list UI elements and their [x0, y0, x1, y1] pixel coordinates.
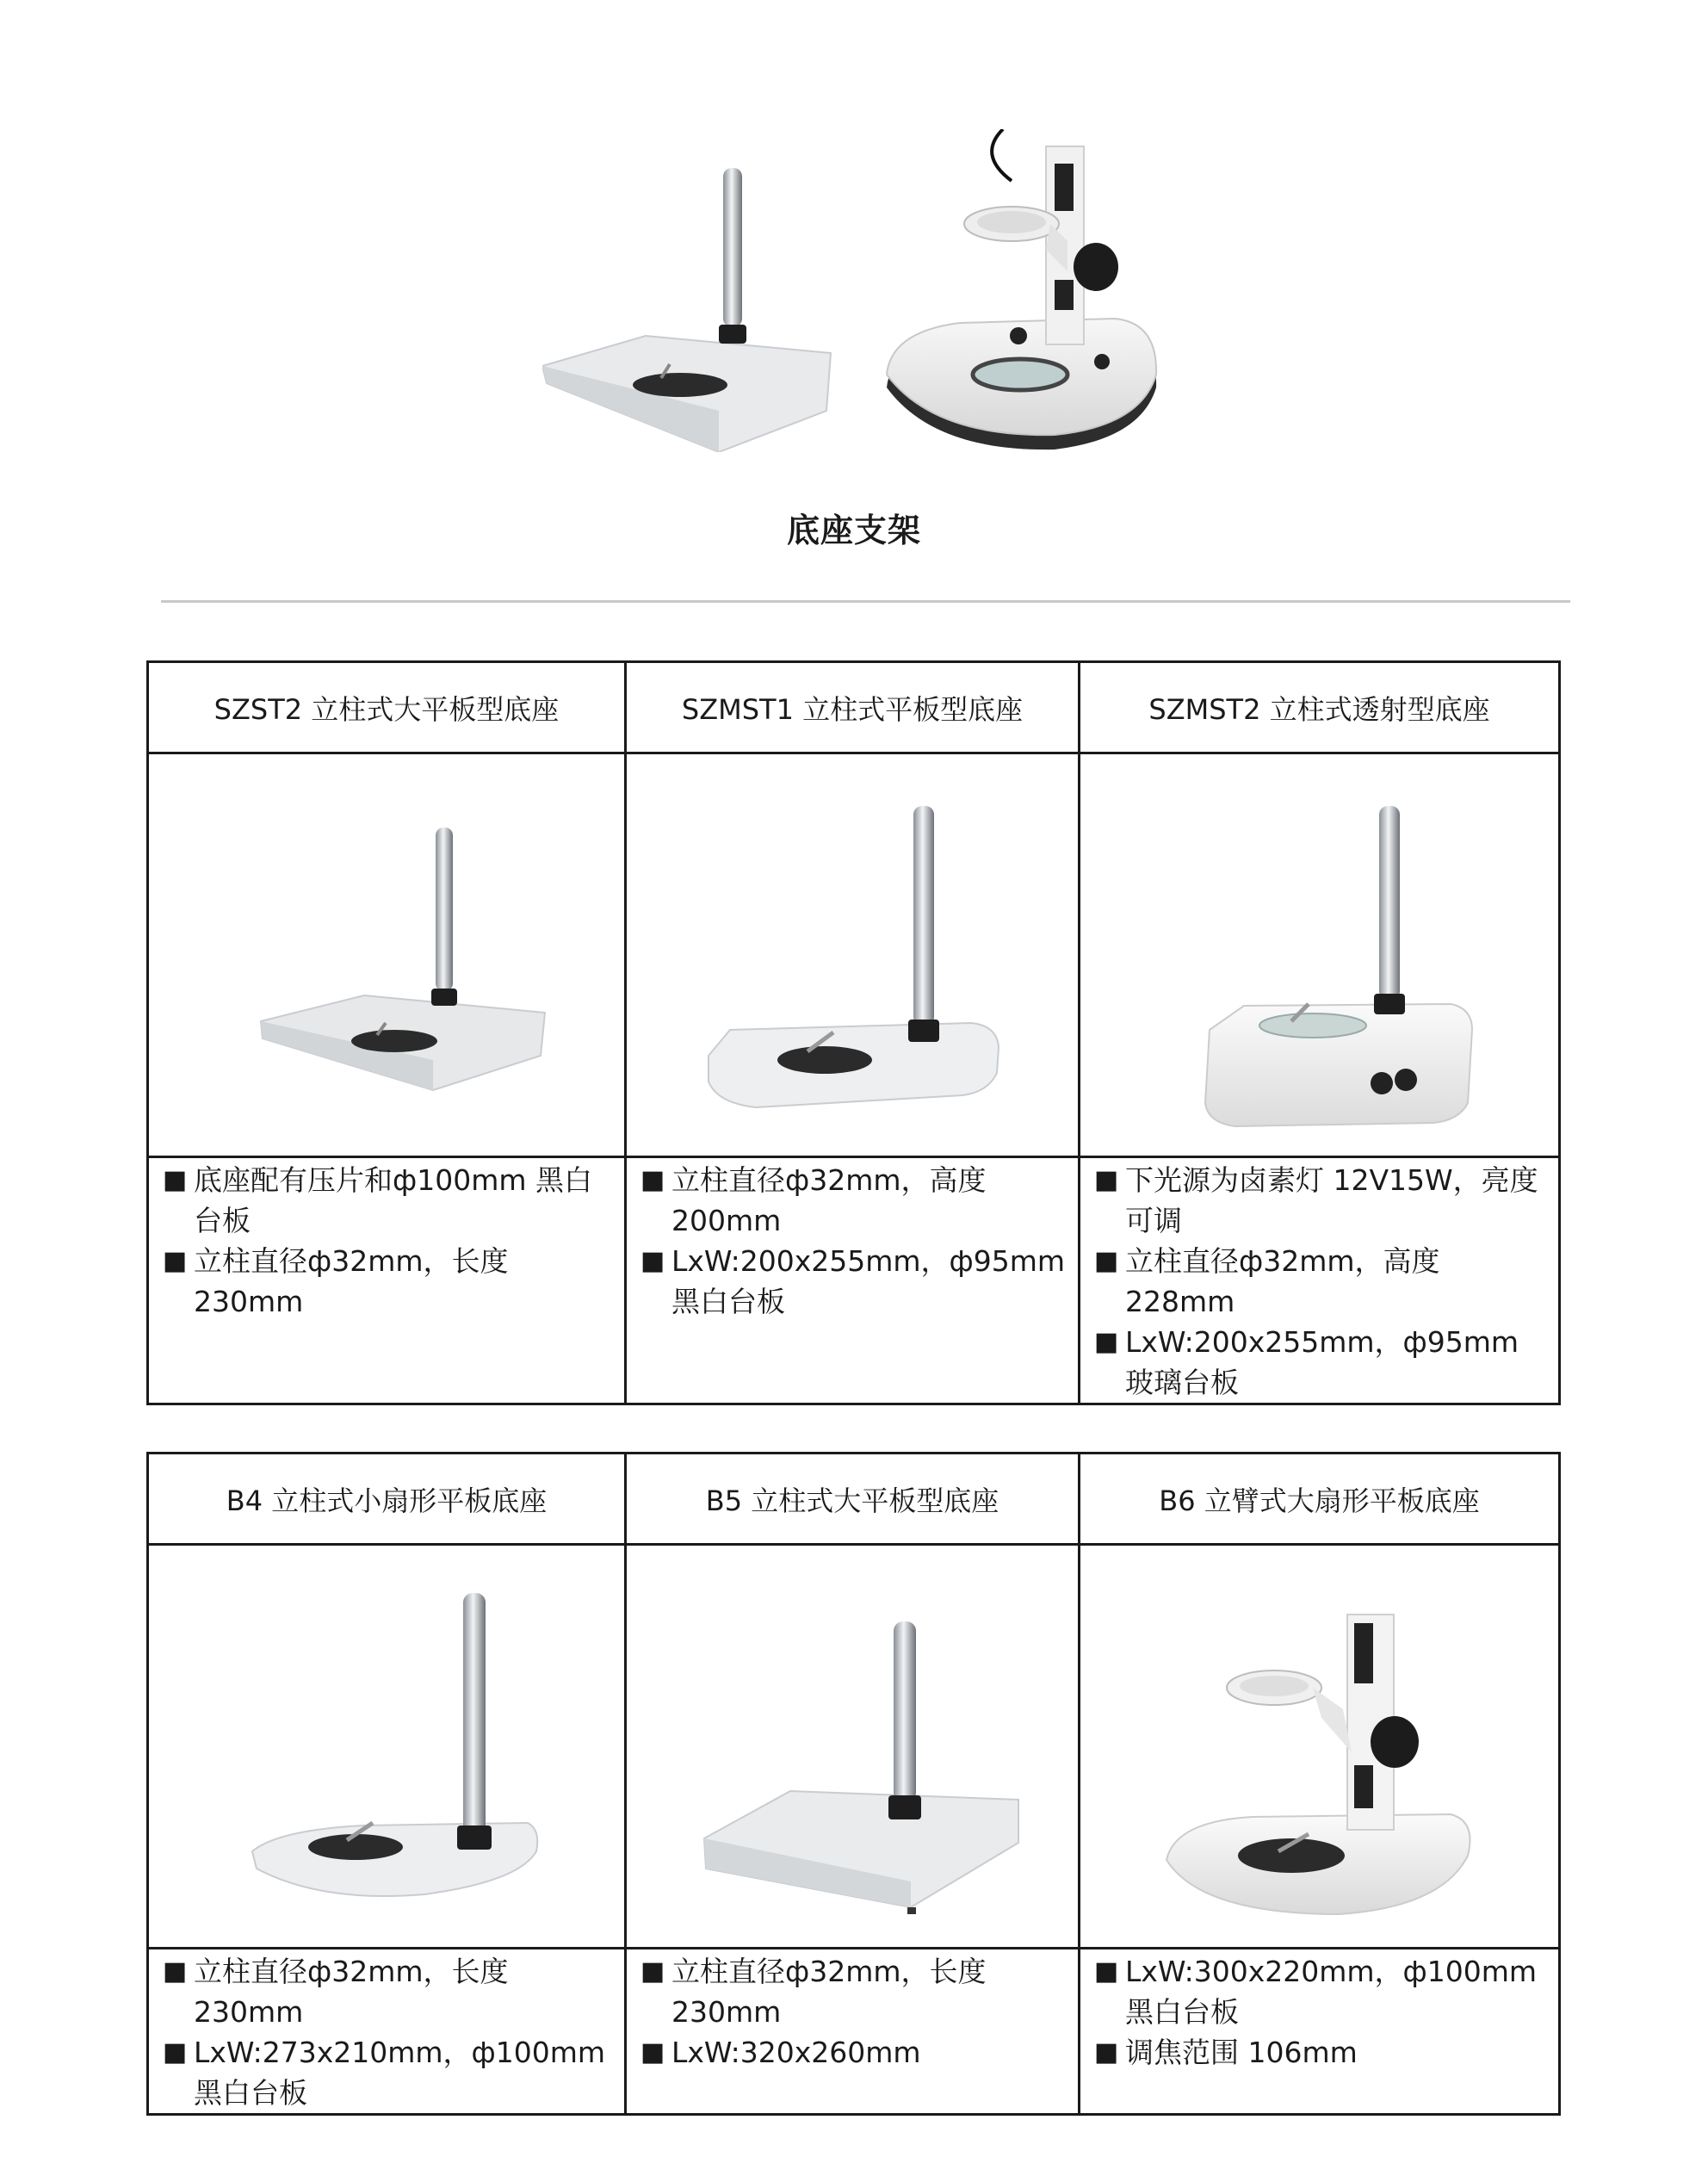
product-image-cell — [1080, 1545, 1560, 1949]
table-image-row — [148, 753, 1560, 1157]
table-header-row — [148, 662, 1560, 753]
product-name-szst2: SZST2 立柱式大平板型底座 — [148, 662, 626, 753]
szst2-stand-image — [149, 754, 627, 1156]
hero-image-area — [0, 121, 1708, 474]
spec-item: ■ 立柱直径ф32mm，高度 200mm — [640, 1163, 987, 1237]
spec-list-cell — [1080, 1157, 1560, 1404]
section-divider — [161, 600, 1570, 603]
spec-list-cell — [148, 1949, 626, 2115]
spec-item: ■ 调焦范围 106mm — [1094, 2036, 1358, 2069]
spec-item: ■ 立柱直径ф32mm，长度 230mm — [640, 1955, 987, 2029]
b4-stand-image — [149, 1546, 627, 1947]
spec-item: ■ 底座配有压片和ф100mm 黑白台板 — [163, 1163, 592, 1237]
product-name-szmst1: SZMST1 立柱式平板型底座 — [626, 662, 1080, 753]
transmitted-light-stand-image — [882, 129, 1167, 465]
spec-item: ■ 立柱直径ф32mm，长度 230mm — [163, 1244, 509, 1318]
spec-item: ■ 立柱直径ф32mm，高度 228mm — [1094, 1244, 1440, 1318]
spec-item: ■ LxW:320x260mm — [640, 2036, 921, 2069]
product-name-b6: B6 立臂式大扇形平板底座 — [1080, 1453, 1560, 1545]
b5-stand-image — [627, 1546, 1080, 1947]
table-header-row — [148, 1453, 1560, 1545]
product-image-cell — [148, 1545, 626, 1949]
product-image-cell — [626, 753, 1080, 1157]
spec-item: ■ 立柱直径ф32mm，长度 230mm — [163, 1955, 509, 2029]
szmst1-stand-image — [627, 754, 1080, 1156]
spec-item: ■ LxW:200x255mm，ф95mm 黑白台板 — [640, 1244, 1066, 1318]
spec-list-cell — [626, 1949, 1080, 2115]
product-image-cell — [1080, 753, 1560, 1157]
spec-item: ■ LxW:300x220mm，ф100mm 黑白台板 — [1094, 1955, 1538, 2029]
spec-item: ■ 下光源为卤素灯 12V15W，亮度可调 — [1094, 1163, 1538, 1237]
spec-item: ■ LxW:200x255mm，ф95mm 玻璃台板 — [1094, 1325, 1519, 1399]
product-image-cell — [626, 1545, 1080, 1949]
spec-list-cell — [148, 1157, 626, 1404]
product-name-szmst2: SZMST2 立柱式透射型底座 — [1080, 662, 1560, 753]
table-spec-row — [148, 1949, 1560, 2115]
product-name-b4: B4 立柱式小扇形平板底座 — [148, 1453, 626, 1545]
table-image-row — [148, 1545, 1560, 1949]
b6-stand-image — [1080, 1546, 1561, 1947]
spec-table-1 — [146, 660, 1561, 1405]
product-name-b5: B5 立柱式大平板型底座 — [626, 1453, 1080, 1545]
spec-list-cell — [1080, 1949, 1560, 2115]
product-image-cell — [148, 753, 626, 1157]
table-spec-row — [148, 1157, 1560, 1404]
spec-table-2 — [146, 1452, 1561, 2116]
page-title: 底座支架 — [786, 511, 921, 549]
spec-list-cell — [626, 1157, 1080, 1404]
pillar-stand-image — [542, 168, 835, 452]
szmst2-stand-image — [1080, 754, 1561, 1156]
spec-item: ■ LxW:273x210mm，ф100mm 黑白台板 — [163, 2036, 606, 2110]
